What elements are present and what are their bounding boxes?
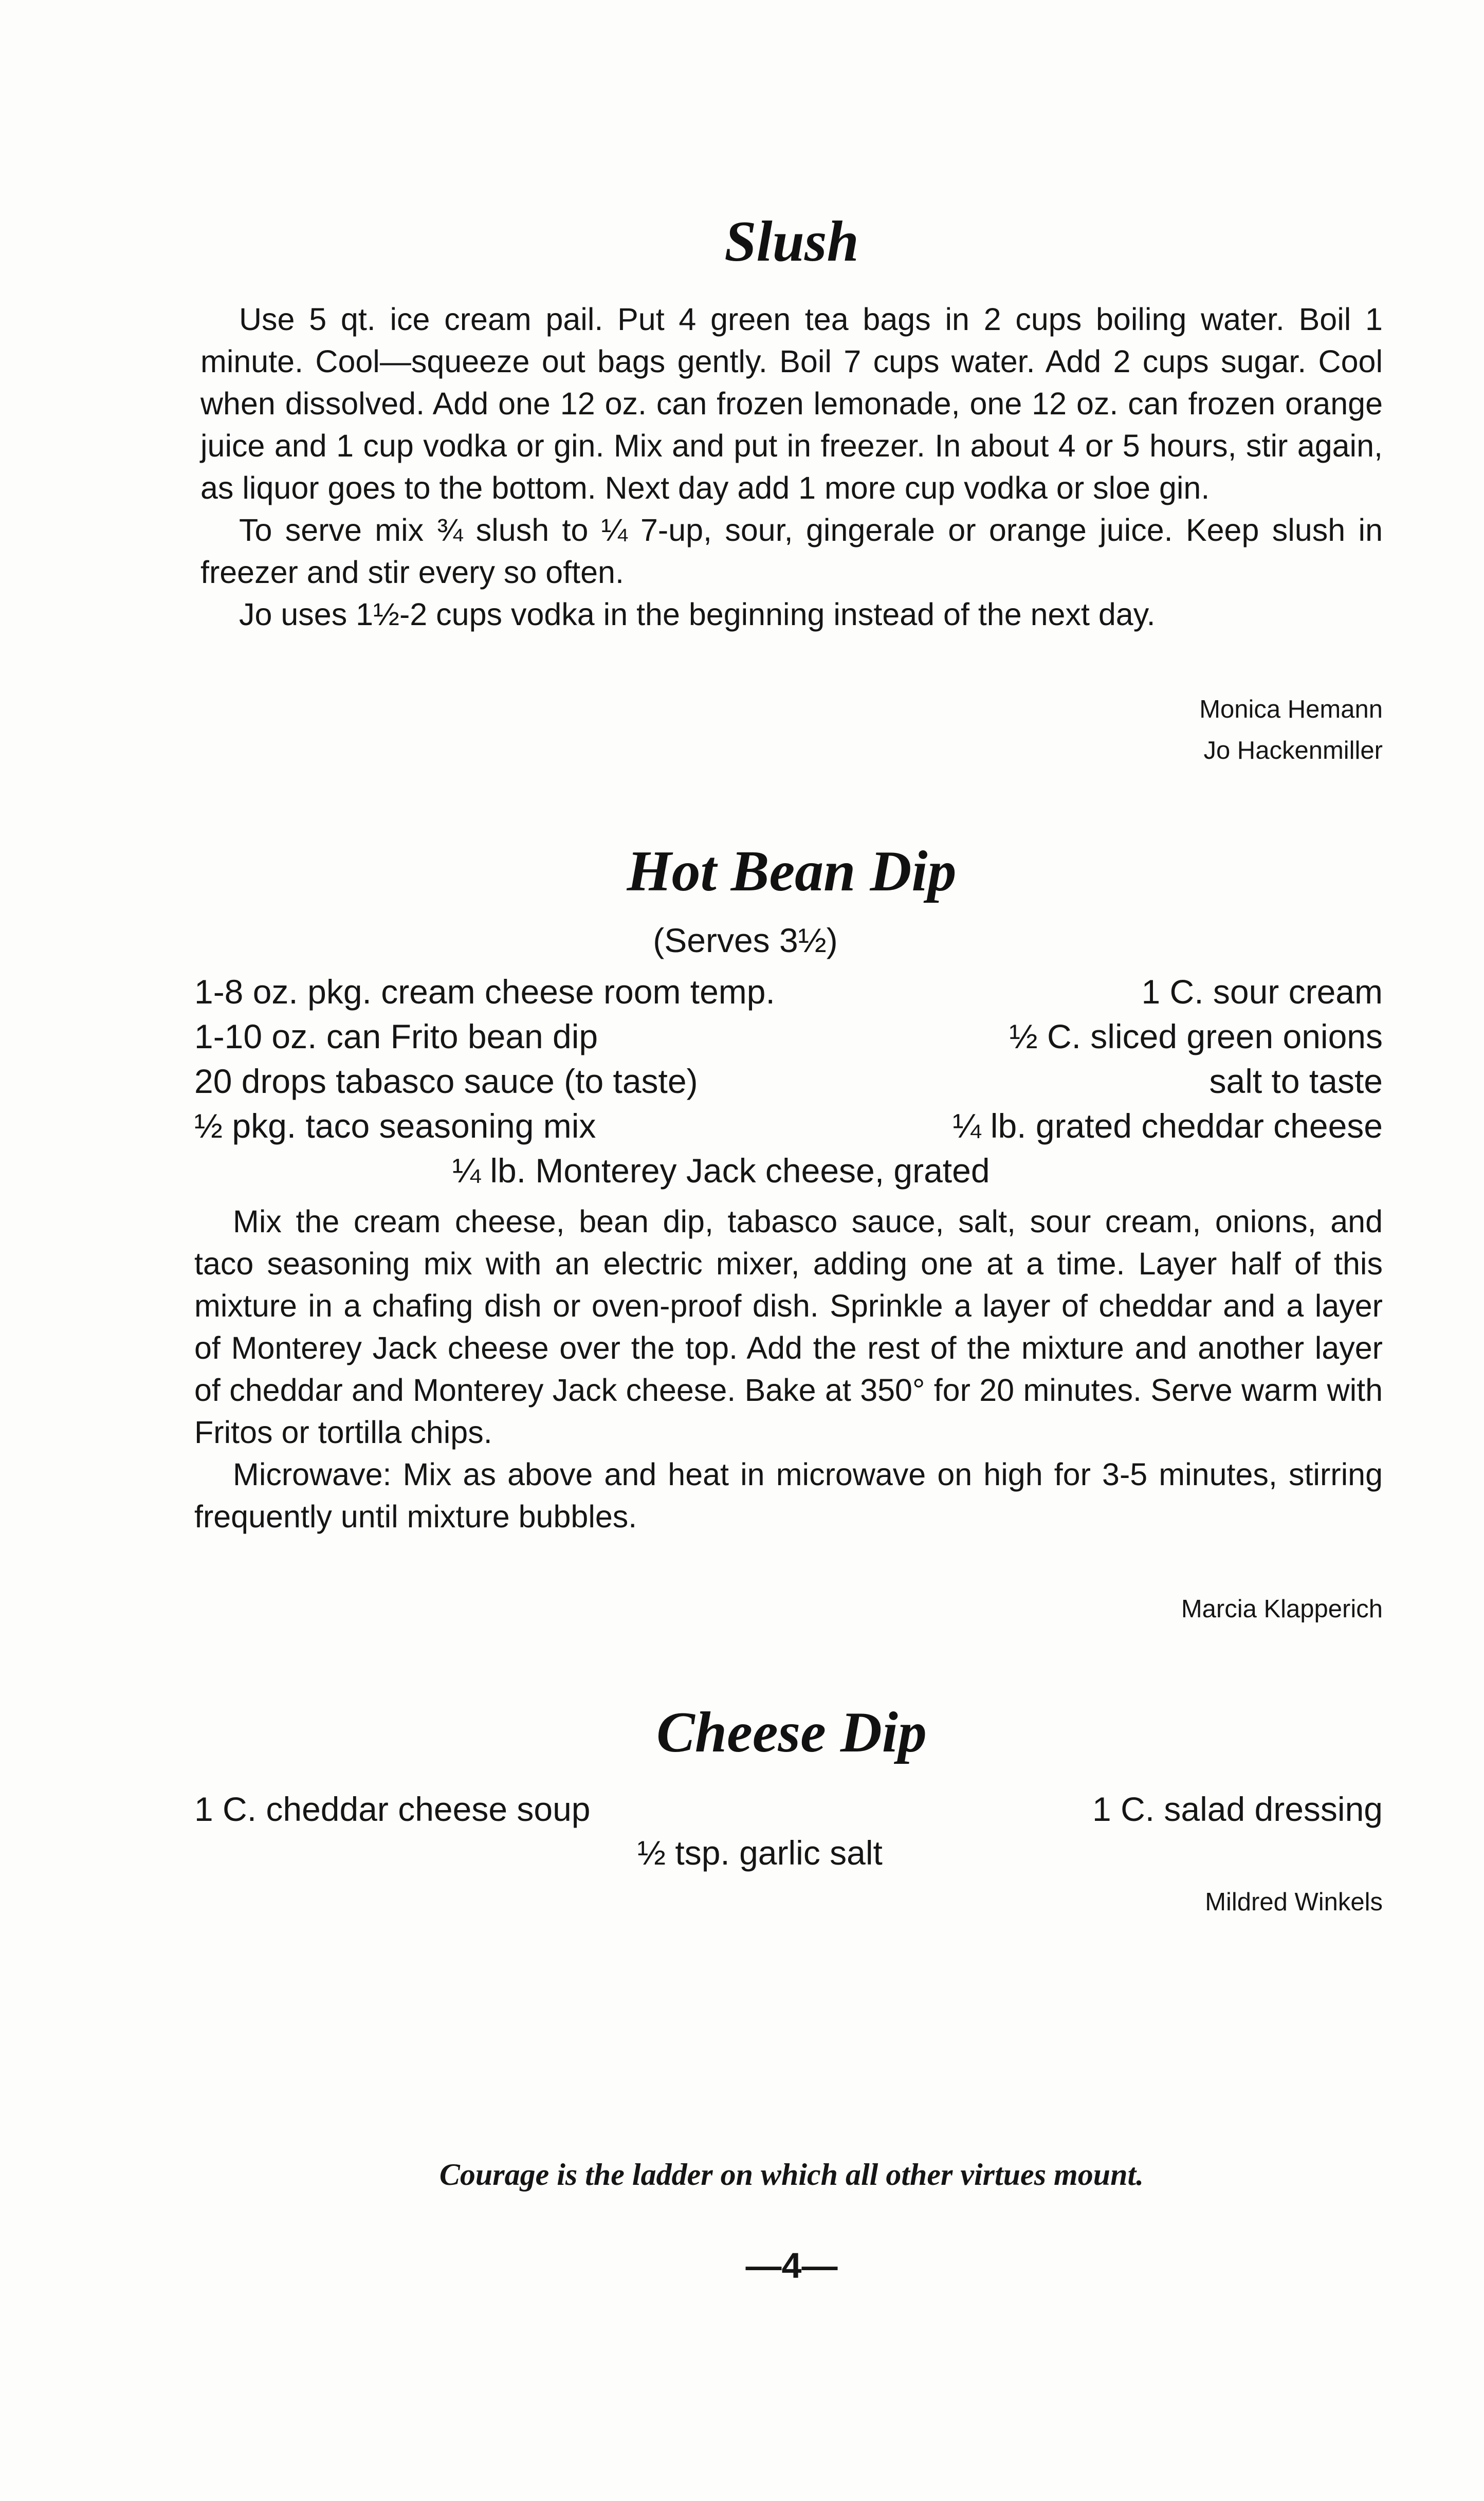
cheese-dip-contributor: Mildred Winkels: [1205, 1888, 1383, 1916]
hot-bean-dip-ingredient-row: [200, 1148, 1383, 1193]
ingredient-center: ¼ lb. Monterey Jack cheese, grated: [452, 1152, 990, 1190]
slush-paragraph-3: Jo uses 1½-2 cups vodka in the beginning instead of the next day.: [239, 597, 1156, 632]
slush-title: Slush: [724, 210, 859, 273]
hot-bean-dip-ingredient-row: [194, 969, 1383, 1014]
ingredient-right: 1 C. sour cream: [1141, 973, 1383, 1011]
hot-bean-dip-directions: [194, 1200, 1383, 1538]
hot-bean-dip-ingredient-row: [194, 1058, 1383, 1104]
inspirational-quote: Courage is the ladder on which all other virtues mount.: [439, 2158, 1144, 2192]
ingredient-left: ½ pkg. taco seasoning mix: [194, 1107, 596, 1145]
ingredient-left: 1 C. cheddar cheese soup: [194, 1790, 591, 1828]
ingredient-right: 1 C. salad dressing: [1092, 1790, 1383, 1828]
slush-paragraph-1: Use 5 qt. ice cream pail. Put 4 green tea bags in 2 cups boiling water. Boil 1 minute. Cool—squeeze out bags gently. Boil 7 cups water. Add 2 cups sugar. Cool when dissolved. Add one 12 oz. can frozen lemonade, one 12 oz. can frozen orange juice and 1 cup vodka or gin. Mix and put in freezer. In about 4 or 5 hours, stir again, as liquor goes to the bottom. Next day add 1 more cup vodka or sloe gin.: [200, 302, 1383, 505]
slush-contributor-2: Jo Hackenmiller: [1203, 737, 1383, 764]
hot-bean-dip-microwave-paragraph: Microwave: Mix as above and heat in microwave on high for 3-5 minutes, stirring frequently until mixture bubbles.: [194, 1457, 1383, 1534]
cheese-dip-ingredient-row: [194, 1786, 1383, 1832]
hot-bean-dip-directions-paragraph: Mix the cream cheese, bean dip, tabasco sauce, salt, sour cream, onions, and taco seasoning mix with an electric mixer, adding one at a time. Layer half of this mixture in a chafing dish or oven-proof dish. Sprinkle a layer of cheddar and a layer of Monterey Jack cheese over the top. Add the rest of the mixture and another layer of cheddar and Monterey Jack cheese. Bake at 350° for 20 minutes. Serve warm with Fritos or tortilla chips.: [194, 1204, 1383, 1450]
ingredient-right: ½ C. sliced green onions: [1009, 1017, 1383, 1055]
slush-contributor-1: Monica Hemann: [1199, 696, 1383, 723]
ingredient-left: 1-8 oz. pkg. cream cheese room temp.: [194, 973, 775, 1011]
ingredient-left: 1-10 oz. can Frito bean dip: [194, 1017, 598, 1055]
ingredient-left: 20 drops tabasco sauce (to taste): [194, 1062, 698, 1100]
slush-directions: [200, 298, 1383, 635]
hot-bean-dip-serves: (Serves 3½): [653, 921, 838, 959]
cheese-dip-ingredient-row: [200, 1830, 1383, 1875]
ingredient-right: ¼ lb. grated cheddar cheese: [952, 1107, 1383, 1145]
hot-bean-dip-contributor: Marcia Klapperich: [1181, 1595, 1383, 1623]
cheese-dip-title: Cheese Dip: [656, 1701, 927, 1764]
ingredient-right: salt to taste: [1209, 1062, 1383, 1100]
hot-bean-dip-title: Hot Bean Dip: [627, 839, 957, 903]
page-number: —4—: [745, 2246, 838, 2286]
ingredient-center: ½ tsp. garlic salt: [637, 1834, 883, 1872]
slush-paragraph-2: To serve mix ¾ slush to ¼ 7-up, sour, gingerale or orange juice. Keep slush in freezer and stir every so often.: [200, 513, 1383, 590]
hot-bean-dip-ingredient-row: [194, 1014, 1383, 1059]
hot-bean-dip-ingredient-row: [194, 1103, 1383, 1148]
